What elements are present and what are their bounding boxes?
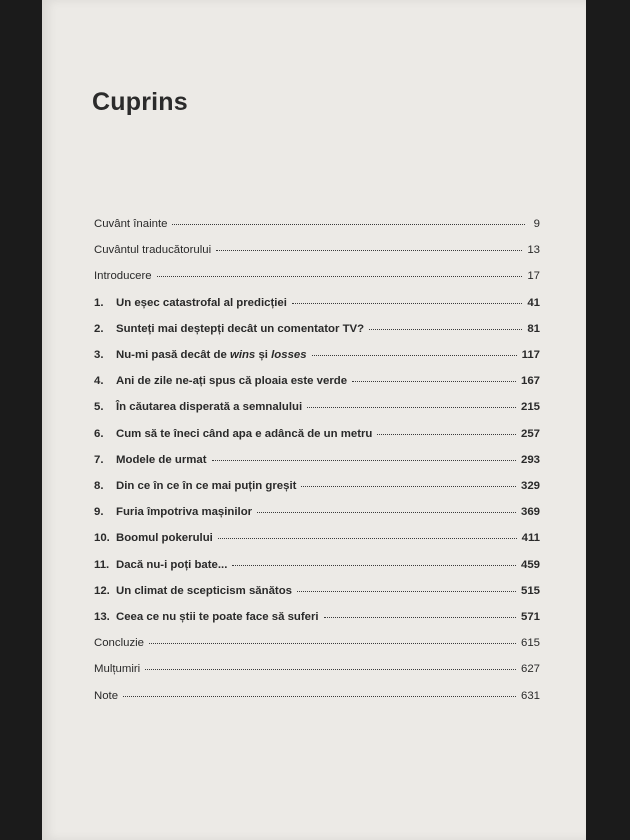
toc-entry-title: Cuvânt înainte (94, 218, 168, 230)
toc-entry-title: Furia împotriva mașinilor (116, 506, 253, 519)
dot-leader (324, 616, 516, 618)
toc-entry-title-part: wins (229, 349, 256, 361)
toc-entry-title-part: losses (271, 349, 307, 361)
chapter-number: 7. (94, 453, 104, 466)
toc-page-number: 117 (521, 349, 540, 361)
toc-entry-title: Cum să te îneci când apa e adâncă de un metru (116, 427, 373, 440)
dot-leader (123, 695, 516, 697)
dot-leader (172, 223, 525, 225)
dot-leader (292, 302, 522, 304)
toc-entry-title: Din ce în ce în ce mai puțin greșit (116, 480, 297, 492)
chapter-number: 6. (94, 427, 104, 440)
toc-entry (94, 690, 540, 710)
toc-entry-title: Un eșec catastrofal al predicției (116, 296, 287, 309)
toc-page-number: 329 (520, 480, 540, 492)
chapter-number: 3. (94, 349, 104, 361)
toc-entry (94, 349, 540, 369)
dot-leader (157, 275, 523, 277)
toc-entry-title: Ani de zile ne-ați spus că ploaia este verde (116, 375, 348, 388)
chapter-number: 9. (94, 506, 104, 519)
toc-entry-title-part: și (255, 349, 272, 361)
toc-page-number: 515 (520, 584, 540, 597)
toc-page-number: 293 (520, 453, 540, 466)
toc-entry (94, 428, 540, 448)
toc-page-number: 41 (527, 296, 540, 309)
toc-entry-title: În căutarea disperată a semnalului (116, 401, 303, 414)
toc-page-number: 571 (520, 611, 540, 623)
toc-entry (94, 506, 540, 526)
toc-entry-title: Introducere (94, 270, 152, 283)
dot-leader (297, 590, 516, 592)
dot-leader (257, 511, 516, 513)
toc-entry (94, 611, 540, 631)
chapter-number: 8. (94, 480, 104, 492)
toc-page-number: 459 (520, 558, 540, 571)
chapter-number: 10. (94, 532, 110, 545)
toc-entry (94, 480, 540, 500)
toc-page-number: 615 (520, 637, 540, 650)
toc-page-number: 17 (527, 270, 540, 283)
chapter-number: 11. (94, 558, 110, 571)
toc-entry (94, 218, 540, 238)
toc-entry (94, 297, 540, 317)
page-title: Cuprins (92, 88, 188, 116)
toc-entry-title: Note (94, 689, 119, 702)
toc-entry (94, 663, 540, 683)
dot-leader (352, 380, 516, 382)
chapter-number: 5. (94, 401, 104, 414)
toc-entry-title: Ceea ce nu știi te poate face să suferi (116, 611, 319, 623)
toc-page-number: 631 (520, 689, 540, 702)
chapter-number: 13. (94, 611, 110, 623)
dot-leader (369, 328, 522, 330)
dot-leader (232, 564, 516, 566)
toc-page-number: 215 (520, 401, 540, 414)
toc-entry (94, 270, 540, 290)
toc-page-number: 9 (533, 218, 540, 230)
dot-leader (212, 459, 516, 461)
toc-entry (94, 454, 540, 474)
toc-entry-title (116, 349, 307, 361)
chapter-number: 1. (94, 296, 104, 309)
toc-entry (94, 559, 540, 579)
dot-leader (312, 354, 517, 356)
toc-entry (94, 585, 540, 605)
dot-leader (307, 406, 516, 408)
book-page (42, 0, 586, 840)
toc-entry-title: Modele de urmat (116, 453, 207, 466)
toc-entry-title: Un climat de scepticism sănătos (116, 584, 292, 597)
toc-entry-title: Dacă nu-i poți bate... (116, 558, 228, 571)
toc-entry (94, 323, 540, 343)
toc-page-number: 13 (527, 244, 540, 257)
toc-entry (94, 532, 540, 552)
chapter-number: 12. (94, 584, 110, 597)
toc-entry (94, 244, 540, 264)
toc-entry-title: Boomul pokerului (116, 532, 213, 545)
chapter-number: 4. (94, 375, 104, 388)
dot-leader (218, 537, 517, 539)
dot-leader (301, 485, 516, 487)
dot-leader (377, 433, 516, 435)
toc-entry-title: Mulțumiri (94, 663, 141, 676)
toc-entry-title-part: Nu-mi pasă decât de (116, 349, 230, 361)
toc-entry-title: Concluzie (94, 637, 145, 650)
toc-entry-title: Cuvântul traducătorului (94, 244, 212, 257)
toc-entry (94, 637, 540, 657)
toc-entry (94, 375, 540, 395)
toc-page-number: 167 (520, 375, 540, 388)
chapter-number: 2. (94, 322, 104, 335)
toc-page-number: 81 (527, 322, 540, 335)
toc-page-number: 411 (521, 532, 540, 545)
toc-entry (94, 401, 540, 421)
toc-entry-title: Sunteți mai deștepți decât un comentator TV? (116, 322, 365, 335)
dot-leader (216, 249, 522, 251)
toc-page-number: 369 (520, 506, 540, 519)
dot-leader (145, 668, 516, 670)
dot-leader (149, 642, 516, 644)
toc-page-number: 627 (520, 663, 540, 676)
toc-page-number: 257 (520, 427, 540, 440)
